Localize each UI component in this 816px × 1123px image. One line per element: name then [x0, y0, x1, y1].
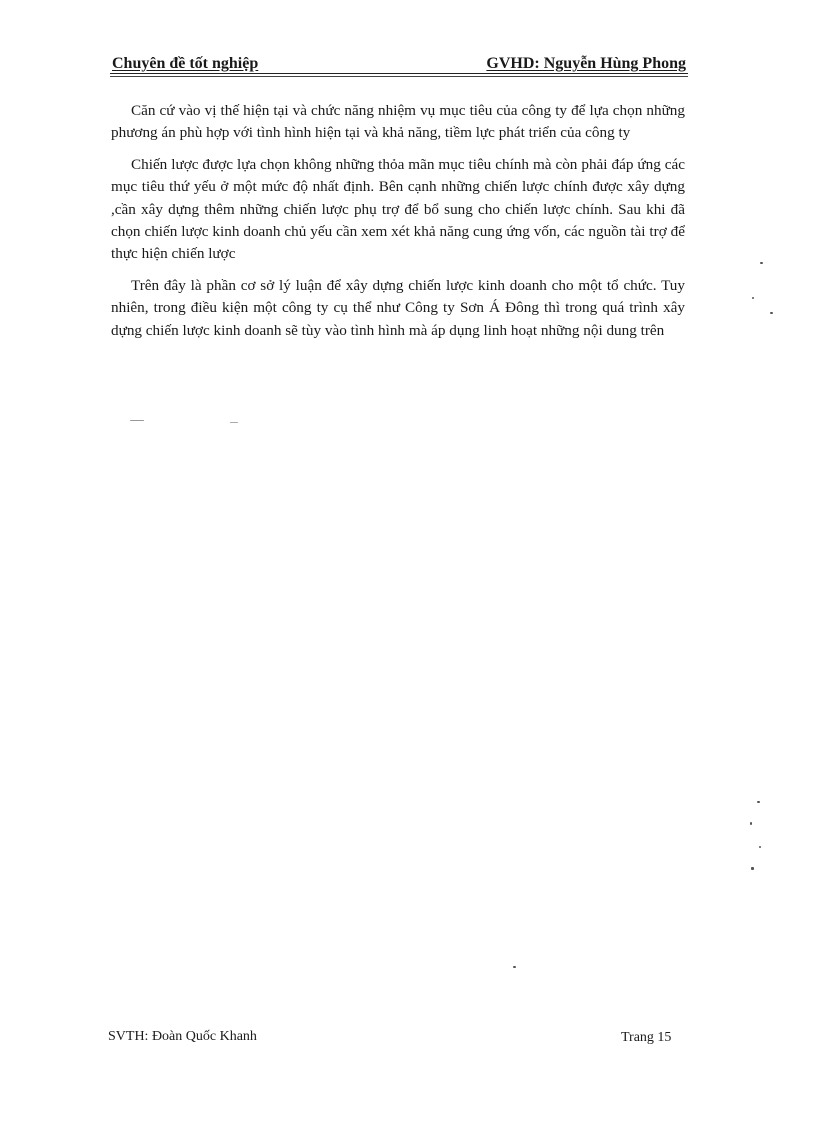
paragraph-2: Chiến lược được lựa chọn không những thỏa mãn mục tiêu chính mà còn phải đáp ứng các mục tiêu thứ yếu ở một mức độ nhất định. Bên cạnh những chiến lược chính được xây dựng ,cần xây dựng thêm những chiến lược phụ trợ để bổ sung cho chiến lược chính. Sau khi đã chọn chiến lược kinh doanh chủ yếu cần xem xét khả năng cung ứng vốn, các nguồn tài trợ để thực hiện chiến lược	[111, 155, 685, 263]
scan-speck	[130, 420, 144, 421]
scan-speck	[750, 822, 752, 825]
paragraph-3: Trên đây là phần cơ sở lý luận để xây dựng chiến lược kinh doanh cho một tổ chức. Tuy nhiên, trong điều kiện một công ty cụ thể như Công ty Sơn Á Đông thì trong quá trình xây dựng chiến lược kinh doanh sẽ tùy vào tình hình mà áp dụng linh hoạt những nội dung trên	[111, 276, 685, 339]
header-rule	[110, 73, 688, 74]
scan-speck	[759, 846, 761, 848]
header-advisor: GVHD: Nguyễn Hùng Phong	[486, 55, 686, 72]
paragraph-1: Căn cứ vào vị thế hiện tại và chức năng nhiệm vụ mục tiêu của công ty để lựa chọn những phương án phù hợp với tình hình hiện tại và khả năng, tiềm lực phát triển của công ty	[111, 102, 685, 142]
scan-speck	[752, 297, 754, 299]
scan-speck	[760, 262, 763, 264]
footer-page-number: Trang 15	[621, 1030, 672, 1045]
scan-speck	[513, 966, 516, 968]
body-text	[111, 100, 685, 351]
footer-student: SVTH: Đoàn Quốc Khanh	[108, 1029, 257, 1044]
scan-speck	[757, 801, 760, 803]
scan-speck	[230, 422, 238, 423]
scan-speck	[770, 312, 773, 314]
header-thesis-title: Chuyên đề tốt nghiệp	[112, 55, 259, 72]
page-header	[110, 53, 688, 75]
header-rule-secondary	[110, 76, 688, 77]
scan-speck	[751, 867, 754, 870]
